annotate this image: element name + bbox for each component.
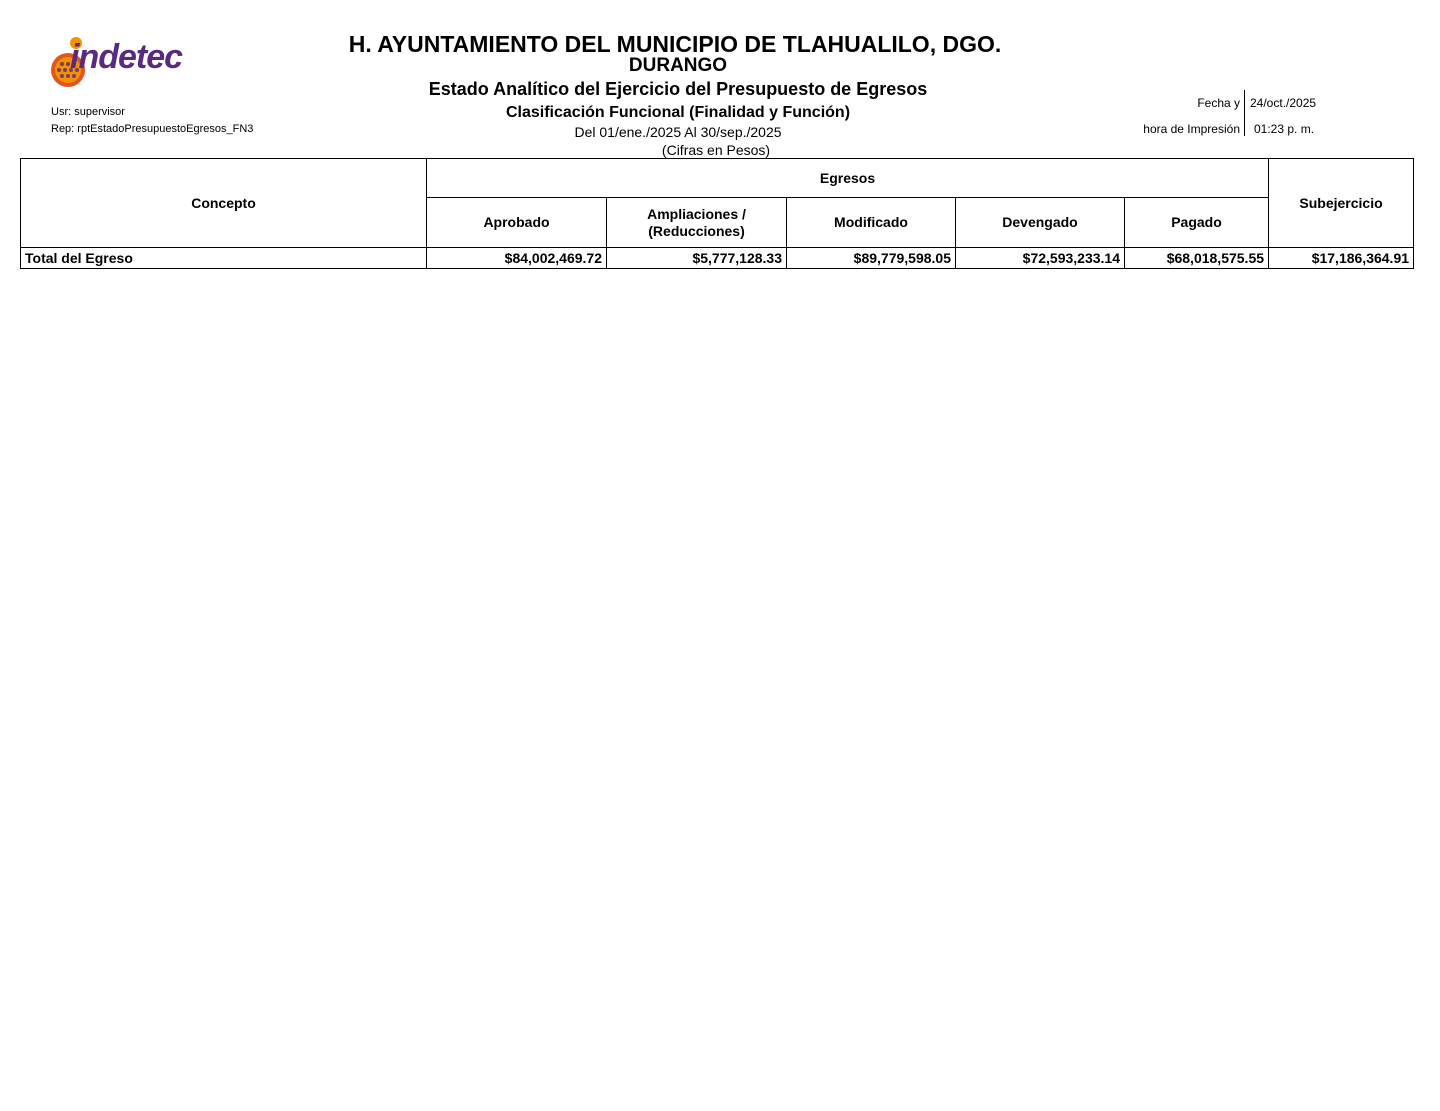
header-concepto: Concepto [21, 159, 427, 248]
period-label: Del 01/ene./2025 Al 30/sep./2025 [574, 124, 782, 140]
header-devengado: Devengado [956, 198, 1125, 248]
header-ampliaciones [607, 198, 787, 248]
header-aprobado: Aprobado [427, 198, 607, 248]
state-name: DURANGO [628, 55, 728, 76]
cell-ampliaciones: $5,777,128.33 [607, 248, 787, 269]
report-id-label: Rep: rptEstadoPresupuestoEgresos_FN3 [51, 123, 254, 135]
date-value: 24/oct./2025 [1250, 96, 1317, 110]
table-row [21, 248, 1414, 269]
header-egresos: Egresos [427, 159, 1269, 198]
header-modificado: Modificado [787, 198, 956, 248]
page-title: H. AYUNTAMIENTO DEL MUNICIPIO DE TLAHUALILO, DGO. [348, 31, 1002, 57]
classification-title: Clasificación Funcional (Finalidad y Función) [505, 104, 851, 121]
header-pagado: Pagado [1125, 198, 1269, 248]
units-label: (Cifras en Pesos) [661, 142, 771, 158]
logo-text: indetec [70, 38, 183, 76]
report-title: Estado Analítico del Ejercicio del Presupuesto de Egresos [428, 79, 928, 99]
budget-table [20, 158, 1414, 269]
cell-modificado: $89,779,598.05 [787, 248, 956, 269]
cell-label: Total del Egreso [21, 248, 427, 269]
header-subejercicio: Subejercicio [1269, 159, 1414, 248]
time-value: 01:23 p. m. [1254, 122, 1315, 136]
cell-subejercicio: $17,186,364.91 [1269, 248, 1414, 269]
user-label: Usr: supervisor [51, 106, 125, 118]
meta-divider [1244, 90, 1245, 136]
time-label: hora de Impresión [1143, 122, 1240, 136]
header-ampliaciones-line1: Ampliaciones / [647, 205, 746, 222]
cell-aprobado: $84,002,469.72 [427, 248, 607, 269]
header-ampliaciones-line2: (Reducciones) [648, 222, 745, 239]
date-label: Fecha y [1197, 96, 1240, 110]
cell-devengado: $72,593,233.14 [956, 248, 1125, 269]
cell-pagado: $68,018,575.55 [1125, 248, 1269, 269]
